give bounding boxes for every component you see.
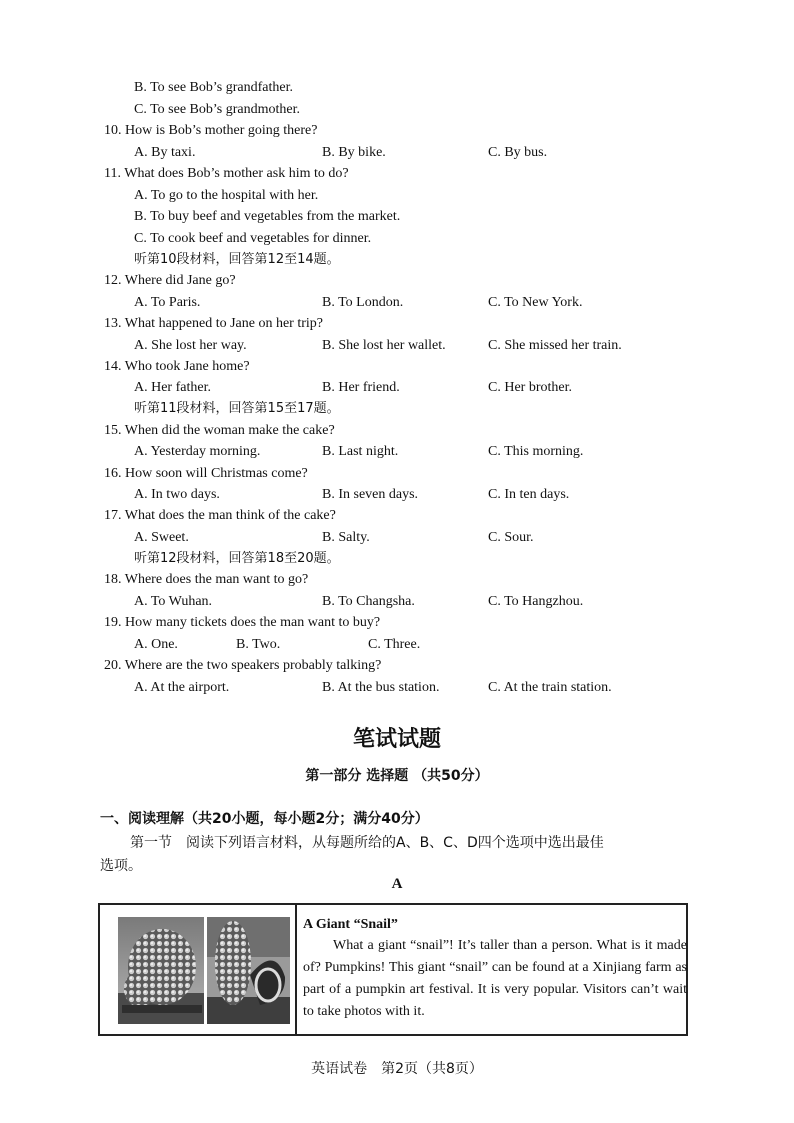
listen-10-instruction: 听第10段材料，回答第12至14题。 [134,252,340,267]
q13-stem: 13. What happened to Jane on her trip? [104,316,324,331]
q18-option-b: B. To Changsha. [322,594,415,609]
q10-stem: 10. How is Bob’s mother going there? [104,123,318,138]
q12-option-b: B. To London. [322,295,404,310]
q10-option-c: C. By bus. [488,145,548,160]
q15-option-b: B. Last night. [322,444,399,459]
q12-option-c: C. To New York. [488,295,583,310]
q19-option-c: C. Three. [368,637,421,652]
q14-option-a: A. Her father. [134,380,211,395]
listen-11-instruction: 听第11段材料，回答第15至17题。 [134,401,340,416]
article-title: A Giant “Snail” [303,917,398,932]
q13-option-c: C. She missed her train. [488,338,622,353]
q16-option-b: B. In seven days. [322,487,419,502]
q19-option-a: A. One. [134,637,178,652]
part-one-title: 第一部分 选择题 （共50分） [305,768,489,784]
q14-option-c: C. Her brother. [488,380,572,395]
q13-option-a: A. She lost her way. [134,338,247,353]
instruction-line-2: 选项。 [100,858,142,874]
q16-option-c: C. In ten days. [488,487,570,502]
q13-option-b: B. She lost her wallet. [322,338,446,353]
q10-option-b: B. By bike. [322,145,386,160]
q14-stem: 14. Who took Jane home? [104,359,250,374]
listen-12-instruction: 听第12段材料，回答第18至20题。 [134,551,340,566]
q18-option-c: C. To Hangzhou. [488,594,584,609]
q11-option-a: A. To go to the hospital with her. [134,188,319,203]
passage-a-text [303,915,687,1023]
q17-option-b: B. Salty. [322,530,370,545]
q16-option-a: A. In two days. [134,487,220,502]
q17-option-c: C. Sour. [488,530,534,545]
q12-option-a: A. To Paris. [134,295,201,310]
instruction-line-1: 第一节 阅读下列语言材料，从每题所给的A、B、C、D四个选项中选出最佳 [130,835,604,851]
q12-stem: 12. Where did Jane go? [104,273,236,288]
q19-option-b: B. Two. [236,637,281,652]
q18-stem: 18. Where does the man want to go? [104,572,309,587]
q10-option-a: A. By taxi. [134,145,196,160]
section-one-heading: 一、阅读理解（共20小题，每小题2分；满分40分） [100,811,429,827]
passage-a-box [98,903,688,1036]
q11-stem: 11. What does Bob’s mother ask him to do? [104,166,349,181]
q17-stem: 17. What does the man think of the cake? [104,508,336,523]
pumpkin-snail-photos [100,905,297,1034]
q19-stem: 19. How many tickets does the man want to buy? [104,615,381,630]
passage-letter: A [391,876,403,892]
q20-stem: 20. Where are the two speakers probably talking? [104,658,382,673]
q20-option-a: A. At the airport. [134,680,230,695]
q9-option-c: C. To see Bob’s grandmother. [134,102,300,117]
written-test-title: 笔试试题 [352,727,441,752]
q15-stem: 15. When did the woman make the cake? [104,423,335,438]
page-footer: 英语试卷 第2页（共8页） [311,1061,483,1077]
q11-option-b: B. To buy beef and vegetables from the market. [134,209,401,224]
q20-option-b: B. At the bus station. [322,680,440,695]
q16-stem: 16. How soon will Christmas come? [104,466,308,481]
q18-option-a: A. To Wuhan. [134,594,213,609]
q15-option-a: A. Yesterday morning. [134,444,261,459]
q11-option-c: C. To cook beef and vegetables for dinner. [134,231,372,246]
q20-option-c: C. At the train station. [488,680,612,695]
article-body: What a giant “snail”! It’s taller than a person. What is it made of? Pumpkins! This giant “snail” can be found at a Xinjiang farm as part of a pumpkin art festival. It is very popular. Visitors can’t wait to take photos with it. [303,938,687,1019]
q15-option-c: C. This morning. [488,444,584,459]
q17-option-a: A. Sweet. [134,530,189,545]
q9-option-b: B. To see Bob’s grandfather. [134,80,293,95]
q14-option-b: B. Her friend. [322,380,400,395]
pumpkin-snail-image [100,905,293,1034]
